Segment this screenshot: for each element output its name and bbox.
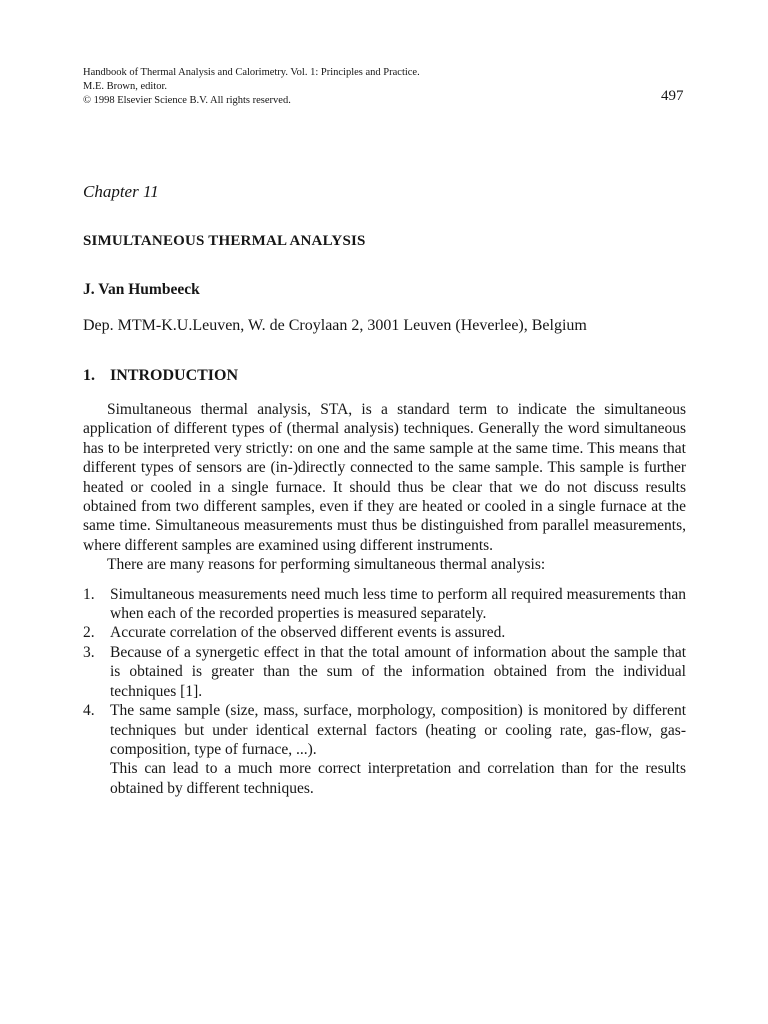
list-item-continuation: This can lead to a much more correct interpretation and correlation than for the results obtained by different techniques.: [110, 760, 686, 797]
body-paragraph: Simultaneous thermal analysis, STA, is a standard term to indicate the simultaneous application of different types of (thermal analysis) techniques. Generally the word simultaneous has to be interpreted very strictly: on one and the same sample at the same time. This means that different types of sensors are (in-)directly connected to the same sample. This sample is further heated or cooled in a single furnace. It should thus be clear that we do not discuss results obtained from two different samples, even if they are heated or cooled in a single furnace at the same time. Simultaneous measurements must thus be distinguished from parallel measurements, where different samples are examined using different instruments.: [83, 401, 686, 554]
header-copyright: © 1998 Elsevier Science B.V. All rights reserved.: [83, 95, 291, 106]
running-header: [83, 66, 420, 108]
list-item-number: 4.: [83, 702, 95, 720]
list-item-number: 3.: [83, 643, 95, 661]
list-item-number: 2.: [83, 624, 95, 642]
list-item-text: Accurate correlation of the observed different events is assured.: [110, 624, 506, 642]
section-heading: [83, 367, 238, 385]
list-item: [83, 623, 686, 642]
list-item-text: Because of a synergetic effect in that the total amount of information about the sample that is obtained is greater than the sum of the information obtained from the individual techniques [1].: [110, 643, 686, 700]
list-item: [83, 643, 686, 701]
chapter-label: Chapter 11: [83, 182, 159, 201]
chapter-title: SIMULTANEOUS THERMAL ANALYSIS: [83, 233, 366, 249]
list-item-text: Simultaneous measurements need much less time to perform all required measurements than when each of the recorded properties is measured separately.: [110, 585, 686, 623]
page-number: 497: [661, 88, 684, 104]
header-editor: M.E. Brown, editor.: [83, 81, 167, 92]
author-affiliation: Dep. MTM-K.U.Leuven, W. de Croylaan 2, 3001 Leuven (Heverlee), Belgium: [83, 317, 587, 334]
section-number: 1.: [83, 367, 95, 384]
body-paragraph: There are many reasons for performing simultaneous thermal analysis:: [107, 556, 546, 574]
list-item: [83, 701, 686, 798]
reasons-list: [83, 585, 686, 798]
author-name: J. Van Humbeeck: [83, 281, 200, 298]
body-text: [83, 400, 686, 798]
list-item: [83, 585, 686, 624]
header-book-title: Handbook of Thermal Analysis and Calorimetry. Vol. 1: Principles and Practice.: [83, 67, 420, 78]
section-title: INTRODUCTION: [110, 367, 239, 384]
list-item-text: The same sample (size, mass, surface, morphology, composition) is monitored by different techniques but under identical external factors (heating or cooling rate, gas-flow, gas-composition, type of furnace, ...).: [110, 702, 686, 758]
list-item-number: 1.: [83, 585, 95, 603]
